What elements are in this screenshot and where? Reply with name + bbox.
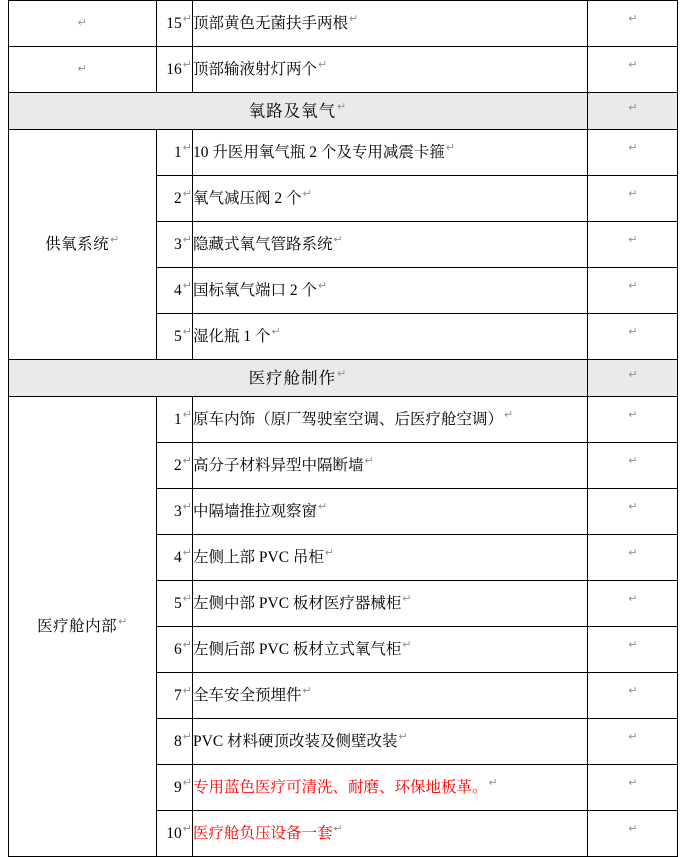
- item-cell: [193, 176, 588, 222]
- item-cell: [193, 47, 588, 93]
- row-number: [157, 673, 193, 719]
- note-cell: [588, 673, 678, 719]
- paragraph-mark-icon: ↵: [318, 280, 328, 293]
- paragraph-mark-icon: ↵: [182, 142, 192, 155]
- row-number-text: 15: [166, 15, 182, 33]
- category-label: 医疗舱内部: [37, 618, 118, 636]
- paragraph-mark-icon: ↵: [110, 234, 120, 247]
- item-cell: [193, 535, 588, 581]
- row-number-text: 6: [174, 641, 182, 659]
- paragraph-mark-icon: ↵: [364, 455, 374, 468]
- paragraph-mark-icon: ↵: [182, 188, 192, 201]
- row-number-text: 2: [174, 190, 182, 208]
- note-cell: [588, 222, 678, 268]
- paragraph-mark-icon: ↵: [182, 639, 192, 652]
- note-cell: [588, 93, 678, 130]
- note-cell: [588, 627, 678, 673]
- row-number-text: 7: [174, 687, 182, 705]
- row-number: [157, 268, 193, 314]
- table-row: [9, 47, 678, 93]
- item-cell: [193, 673, 588, 719]
- row-number: [157, 443, 193, 489]
- row-number-text: 10: [166, 825, 182, 843]
- item-text: 湿化瓶 1 个: [193, 328, 271, 346]
- paragraph-mark-icon: ↵: [182, 59, 192, 72]
- section-title-text: 氧路及氧气: [248, 101, 337, 121]
- note-cell: [588, 360, 678, 397]
- paragraph-mark-icon: ↵: [628, 142, 638, 155]
- row-number: [157, 176, 193, 222]
- item-cell: [193, 443, 588, 489]
- row-number: [157, 222, 193, 268]
- row-number-text: 16: [166, 61, 182, 79]
- paragraph-mark-icon: ↵: [182, 777, 192, 790]
- paragraph-mark-icon: ↵: [182, 455, 192, 468]
- row-number: [157, 811, 193, 857]
- table-body: [9, 1, 678, 857]
- row-number: [157, 627, 193, 673]
- item-text: 隐藏式氧气管路系统: [193, 236, 333, 254]
- paragraph-mark-icon: ↵: [318, 501, 328, 514]
- paragraph-mark-icon: ↵: [628, 777, 638, 790]
- paragraph-mark-icon: ↵: [77, 16, 88, 29]
- specification-table: [8, 0, 678, 857]
- item-text: 10 升医用氧气瓶 2 个及专用减震卡箍: [193, 144, 445, 162]
- row-number-text: 5: [174, 328, 182, 346]
- paragraph-mark-icon: ↵: [182, 731, 192, 744]
- item-text: 左侧上部 PVC 吊柜: [193, 549, 324, 567]
- paragraph-mark-icon: ↵: [628, 234, 638, 247]
- item-text: 氧气减压阀 2 个: [193, 190, 302, 208]
- item-cell: [193, 489, 588, 535]
- item-cell: [193, 627, 588, 673]
- item-text: 全车安全预埋件: [193, 687, 302, 705]
- paragraph-mark-icon: ↵: [333, 234, 343, 247]
- row-number-text: 4: [174, 549, 182, 567]
- note-cell: [588, 397, 678, 443]
- paragraph-mark-icon: ↵: [324, 547, 335, 560]
- row-number-text: 4: [174, 282, 182, 300]
- item-text: 顶部黄色无菌扶手两根: [193, 15, 349, 33]
- paragraph-mark-icon: ↵: [402, 639, 412, 652]
- category-cell-cabin-interior: [9, 397, 157, 857]
- item-cell: [193, 1, 588, 47]
- paragraph-mark-icon: ↵: [337, 100, 348, 113]
- paragraph-mark-icon: ↵: [182, 823, 192, 836]
- item-cell: [193, 222, 588, 268]
- item-cell: [193, 719, 588, 765]
- paragraph-mark-icon: ↵: [628, 13, 638, 26]
- paragraph-mark-icon: ↵: [271, 326, 281, 339]
- note-cell: [588, 47, 678, 93]
- paragraph-mark-icon: ↵: [628, 409, 638, 422]
- row-number-text: 5: [174, 595, 182, 613]
- paragraph-mark-icon: ↵: [628, 501, 638, 514]
- note-cell: [588, 176, 678, 222]
- note-cell: [588, 489, 678, 535]
- section-header-row: [9, 360, 678, 397]
- note-cell: [588, 765, 678, 811]
- paragraph-mark-icon: ↵: [182, 685, 192, 698]
- paragraph-mark-icon: ↵: [302, 188, 312, 201]
- paragraph-mark-icon: ↵: [333, 823, 343, 836]
- section-header-row: [9, 93, 678, 130]
- paragraph-mark-icon: ↵: [182, 409, 192, 422]
- item-text: 顶部输液射灯两个: [193, 61, 318, 79]
- paragraph-mark-icon: ↵: [402, 593, 412, 606]
- paragraph-mark-icon: ↵: [628, 685, 638, 698]
- paragraph-mark-icon: ↵: [182, 501, 192, 514]
- paragraph-mark-icon: ↵: [628, 59, 638, 72]
- row-number-text: 2: [174, 457, 182, 475]
- row-number-text: 8: [174, 733, 182, 751]
- item-cell: [193, 268, 588, 314]
- paragraph-mark-icon: ↵: [628, 326, 638, 339]
- row-number: [157, 581, 193, 627]
- note-cell: [588, 443, 678, 489]
- row-number: [157, 535, 193, 581]
- row-number: [157, 397, 193, 443]
- section-title-text: 医疗舱制作: [248, 368, 337, 388]
- category-cell-oxygen-system: [9, 130, 157, 360]
- paragraph-mark-icon: ↵: [628, 639, 638, 652]
- note-cell: [588, 1, 678, 47]
- note-cell: [588, 535, 678, 581]
- item-text: 左侧中部 PVC 板材医疗器械柜: [193, 595, 402, 613]
- item-cell-highlighted: [193, 765, 588, 811]
- paragraph-mark-icon: ↵: [182, 234, 192, 247]
- paragraph-mark-icon: ↵: [182, 326, 192, 339]
- paragraph-mark-icon: ↵: [628, 188, 638, 201]
- item-text: PVC 材料硬顶改装及侧壁改装: [193, 733, 398, 751]
- paragraph-mark-icon: ↵: [77, 62, 88, 75]
- section-title: [9, 360, 588, 397]
- category-cell: [9, 1, 157, 47]
- row-number: [157, 130, 193, 176]
- item-text: 中隔墙推拉观察窗: [193, 503, 318, 521]
- paragraph-mark-icon: ↵: [118, 616, 128, 629]
- row-number-text: 1: [174, 144, 182, 162]
- paragraph-mark-icon: ↵: [182, 280, 192, 293]
- category-label: 供氧系统: [45, 236, 110, 254]
- note-cell: [588, 581, 678, 627]
- category-cell: [9, 47, 157, 93]
- item-text: 国标氧气端口 2 个: [193, 282, 318, 300]
- row-number-text: 3: [174, 236, 182, 254]
- item-text: 原车内饰（原厂驾驶室空调、后医疗舱空调）: [193, 411, 504, 429]
- paragraph-mark-icon: ↵: [628, 280, 638, 293]
- row-number: [157, 314, 193, 360]
- paragraph-mark-icon: ↵: [628, 369, 638, 382]
- row-number-text: 1: [174, 411, 182, 429]
- table-row: [9, 130, 678, 176]
- table-row: [9, 1, 678, 47]
- paragraph-mark-icon: ↵: [337, 367, 348, 380]
- paragraph-mark-icon: ↵: [182, 13, 192, 26]
- item-text: 高分子材料异型中隔断墙: [193, 457, 364, 475]
- paragraph-mark-icon: ↵: [182, 593, 192, 606]
- paragraph-mark-icon: ↵: [504, 409, 514, 422]
- paragraph-mark-icon: ↵: [488, 777, 498, 790]
- item-text: 专用蓝色医疗可清洗、耐磨、环保地板革。: [193, 779, 488, 797]
- row-number-text: 3: [174, 503, 182, 521]
- paragraph-mark-icon: ↵: [318, 59, 328, 72]
- table-row: [9, 397, 678, 443]
- note-cell: [588, 268, 678, 314]
- paragraph-mark-icon: ↵: [302, 685, 312, 698]
- row-number: [157, 719, 193, 765]
- paragraph-mark-icon: ↵: [628, 547, 638, 560]
- paragraph-mark-icon: ↵: [628, 593, 638, 606]
- item-cell: [193, 314, 588, 360]
- paragraph-mark-icon: ↵: [349, 13, 359, 26]
- paragraph-mark-icon: ↵: [628, 455, 638, 468]
- row-number: [157, 1, 193, 47]
- item-text: 医疗舱负压设备一套: [193, 825, 333, 843]
- row-number-text: 9: [174, 779, 182, 797]
- item-cell-highlighted: [193, 811, 588, 857]
- paragraph-mark-icon: ↵: [182, 547, 192, 560]
- note-cell: [588, 811, 678, 857]
- item-cell: [193, 130, 588, 176]
- paragraph-mark-icon: ↵: [628, 102, 638, 115]
- item-cell: [193, 581, 588, 627]
- paragraph-mark-icon: ↵: [445, 142, 456, 155]
- paragraph-mark-icon: ↵: [398, 731, 408, 744]
- note-cell: [588, 314, 678, 360]
- paragraph-mark-icon: ↵: [628, 823, 638, 836]
- note-cell: [588, 719, 678, 765]
- row-number: [157, 489, 193, 535]
- item-text: 左侧后部 PVC 板材立式氧气柜: [193, 641, 402, 659]
- note-cell: [588, 130, 678, 176]
- paragraph-mark-icon: ↵: [628, 731, 638, 744]
- row-number: [157, 765, 193, 811]
- section-title: [9, 93, 588, 130]
- row-number: [157, 47, 193, 93]
- item-cell: [193, 397, 588, 443]
